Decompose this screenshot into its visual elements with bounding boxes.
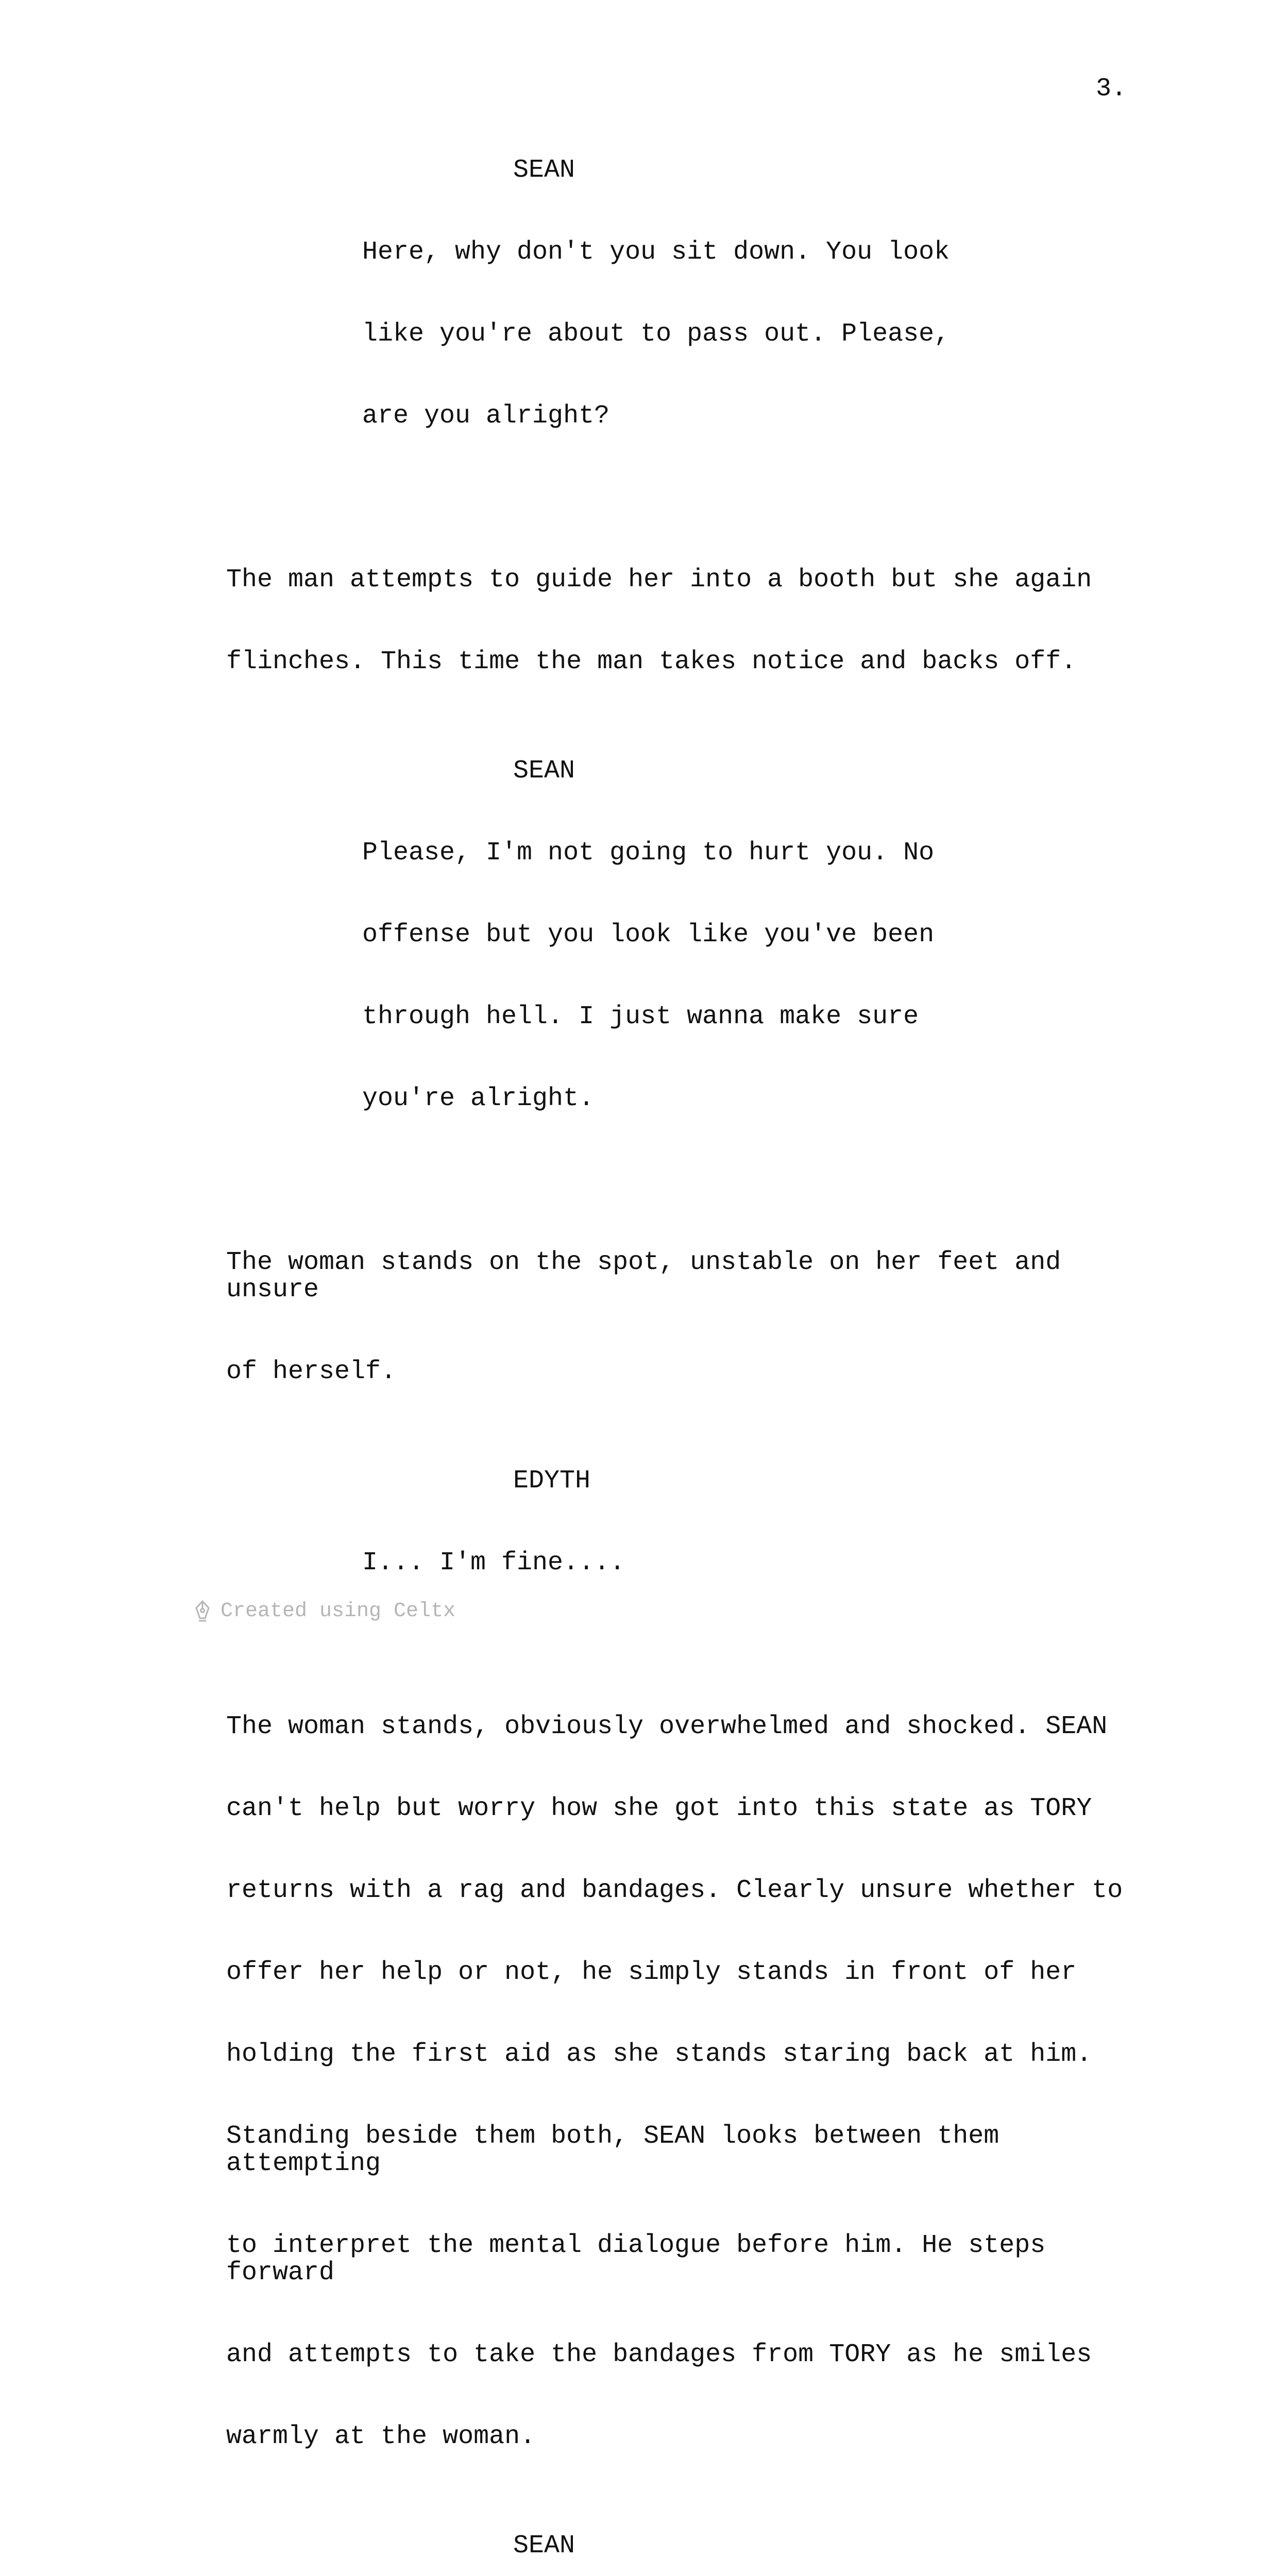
character-name: SEAN	[513, 156, 575, 185]
action-line: to interpret the mental dialogue before him. He steps forward	[226, 2231, 1061, 2287]
character-name: EDYTH	[513, 1466, 591, 1496]
dialogue-line: through hell. I just wanna make sure	[362, 1002, 919, 1031]
action-line: Standing beside them both, SEAN looks between them attempting	[226, 2122, 1015, 2178]
action-line: The woman stands on the spot, unstable on her feet and unsure	[226, 1248, 1077, 1304]
footer	[194, 1600, 455, 1623]
action	[226, 1194, 1154, 1440]
action-line: flinches. This time the man takes notice and backs off.	[226, 647, 1077, 676]
dialogue	[362, 184, 955, 484]
dialogue-line: offense but you look like you've been	[362, 920, 935, 950]
dialogue	[362, 2560, 955, 2576]
action-line: holding the first aid as she stands staring back at him.	[226, 2040, 1092, 2069]
page-number: 3.	[1096, 74, 1127, 104]
action	[226, 512, 1154, 730]
dialogue-line: like you're about to pass out. Please,	[362, 319, 950, 349]
action-line: warmly at the woman.	[226, 2422, 536, 2451]
dialogue-line: Here, why don't you sit down. You look	[362, 238, 950, 267]
action-line: The man attempts to guide her into a booth but she again	[226, 565, 1092, 595]
action-line: returns with a rag and bandages. Clearly unsure whether to	[226, 1876, 1123, 1905]
script-body	[0, 157, 1288, 2576]
action-line: of herself.	[226, 1357, 397, 1386]
action-line: can't help but worry how she got into this state as TORY	[226, 1794, 1092, 1823]
character-name: SEAN	[513, 756, 575, 786]
action	[226, 1658, 1154, 2505]
dialogue-line: I... I'm fine....	[362, 1548, 625, 1578]
action-line: and attempts to take the bandages from TORY as he smiles	[226, 2340, 1092, 2369]
dialogue-line: you're alright.	[362, 1084, 595, 1113]
action-line: The woman stands, obviously overwhelmed and shocked. SEAN	[226, 1712, 1108, 1741]
dialogue-line: are you alright?	[362, 401, 610, 431]
dialogue	[362, 785, 955, 1167]
action-line: offer her help or not, he simply stands in front of her	[226, 1958, 1077, 1987]
footer-text: Created using Celtx	[221, 1600, 456, 1623]
character-name: SEAN	[513, 2531, 575, 2561]
dialogue-line: Please, I'm not going to hurt you. No	[362, 838, 935, 868]
pen-nib-icon	[194, 1600, 211, 1623]
